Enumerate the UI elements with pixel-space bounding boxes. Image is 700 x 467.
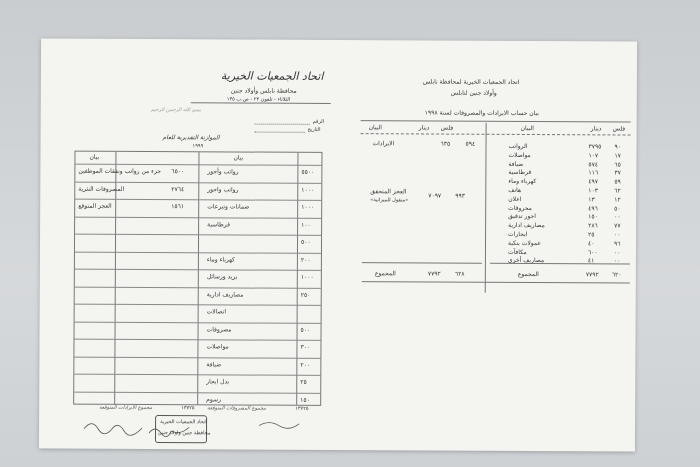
budget-table bbox=[73, 151, 322, 406]
budget-row-right-desc: رواتب وأجور bbox=[207, 168, 239, 176]
stmt-header-desc-r: البيان bbox=[520, 124, 534, 133]
expense-desc: مصاريف أخرى bbox=[507, 257, 545, 265]
budget-row-right-amount: ١٠٠ bbox=[301, 221, 311, 229]
budget-total-right-label: مجموع المصروفات المتوقعة bbox=[207, 405, 267, 412]
expense-fils: ٣٧ bbox=[614, 169, 621, 177]
ref-label: الرقم bbox=[312, 118, 325, 125]
budget-row-right-desc: رواتب واجور bbox=[207, 185, 239, 193]
budget-row-right-amount: ٢٥ bbox=[300, 378, 307, 386]
budget-row-left-amount: ١٥٦١ bbox=[171, 203, 185, 211]
budget-letterhead-title: اتحاد الجمعيات الخيرية bbox=[220, 69, 324, 83]
expense-fils: ١٧ bbox=[614, 152, 621, 160]
expense-desc: عمولات بنكية bbox=[507, 239, 541, 247]
budget-row-right-amount: ٥٠٠ bbox=[300, 326, 311, 334]
budget-row-right-amount: ٢٠٠ bbox=[300, 256, 311, 264]
expense-desc: الرواتب bbox=[508, 142, 528, 150]
expense-desc: اعلان bbox=[508, 195, 522, 203]
expense-dinar: ١١٦ bbox=[588, 169, 599, 177]
budget-col-divider-3 bbox=[296, 153, 298, 405]
budget-total-left-label: مجموع الايرادات المتوقعة bbox=[99, 404, 153, 412]
total-label-right: المجموع bbox=[517, 270, 539, 279]
deficit-dinar: ٧٠٩٧ bbox=[428, 192, 442, 200]
expense-fils: ٦٢ bbox=[614, 187, 621, 195]
stamp-title: اتحاد الجمعيات الخيرية bbox=[160, 419, 207, 426]
budget-row-right-desc: اتصالات bbox=[206, 308, 227, 316]
expense-desc: محروقات bbox=[508, 204, 532, 212]
statement-top-rule bbox=[361, 120, 631, 122]
budget-row-right-amount: ١٥٠ bbox=[300, 396, 310, 404]
expense-dinar: ٤٠ bbox=[587, 240, 595, 248]
expense-fils: ٧٧ bbox=[614, 222, 621, 230]
total-dinar-left: ٧٧٩٢ bbox=[427, 270, 441, 278]
budget-row-right-desc: بدل ايجار bbox=[206, 378, 230, 386]
statement-center-divider bbox=[485, 123, 487, 293]
budget-total-left: ١٣٧٢٥ bbox=[181, 405, 195, 412]
income-fils: ٥٩٤ bbox=[465, 140, 476, 148]
budget-row-left-amount: ٦٥٠٠ bbox=[171, 168, 185, 176]
expense-dinar: ٤٩٦ bbox=[588, 204, 598, 212]
expense-desc: مكافآت bbox=[507, 248, 527, 256]
expense-desc: هاتف bbox=[508, 186, 522, 194]
stmt-header-desc-l: البيان bbox=[368, 124, 382, 132]
budget-row-right-desc: كهرباء وماء bbox=[206, 255, 235, 263]
budget-row-right-desc: قرطاسية bbox=[207, 220, 230, 228]
deficit-note: «منقول للميزانية» bbox=[370, 197, 409, 204]
letterhead-rule bbox=[191, 102, 331, 104]
expense-desc: كهرباء وماء bbox=[508, 178, 537, 186]
budget-row-right-desc: بريد ورسائل bbox=[206, 273, 238, 281]
budget-letterhead-subtitle: محافظة نابلس وأولاد جنين bbox=[230, 87, 297, 95]
budget-row-right-amount: ٥٠٠ bbox=[300, 238, 311, 246]
budget-row-right-amount: ١٠٠٠ bbox=[301, 203, 315, 211]
date-line bbox=[255, 132, 305, 133]
expense-dinar: ٥٧٤ bbox=[588, 160, 599, 168]
budget-row-left-desc: جزء من رواتب ونفقات الموظفين bbox=[78, 167, 162, 176]
expense-dinar: ٦٠٠ bbox=[587, 248, 598, 256]
budget-row-left-amount: ٢٧٦٤ bbox=[171, 185, 185, 193]
stamp-text: محافظة جنين واولاد جنين bbox=[157, 430, 211, 437]
statement-line-2: وأولاد جنين لنابلس bbox=[450, 89, 497, 97]
ref-line bbox=[255, 124, 310, 125]
budget-row-right-desc: مصروفات bbox=[206, 325, 232, 333]
budget-row-right-amount: ٣٠٠ bbox=[300, 343, 311, 351]
stmt-header-dinar-r: دينار bbox=[590, 125, 602, 133]
budget-row-right-amount: ١٠٠٠ bbox=[301, 186, 315, 194]
official-stamp bbox=[155, 415, 211, 443]
budget-header-left: بيان bbox=[89, 153, 100, 161]
budget-row-right-desc: مصاريف ادارية bbox=[206, 290, 244, 299]
expense-fils: ٠٠ bbox=[613, 257, 621, 265]
statement-line-1: اتحاد الجمعيات الخيرية لمحافظة نابلس bbox=[422, 78, 520, 86]
income-label: الايرادات bbox=[372, 140, 395, 148]
expense-dinar: ٤٩٧ bbox=[588, 178, 599, 186]
budget-header-right: بيان bbox=[233, 154, 244, 162]
expense-dinar: ١٣ bbox=[588, 196, 595, 204]
budget-row-right-desc: رسوم bbox=[206, 395, 221, 403]
statement-bottom-rule bbox=[362, 281, 630, 283]
expense-fils: ٠٠ bbox=[614, 231, 621, 239]
stmt-header-dinar-l: دينار bbox=[418, 124, 430, 132]
income-dinar: ٦٣٥ bbox=[440, 140, 451, 148]
budget-row-right-amount: ٢٥٠ bbox=[300, 291, 311, 299]
statement-total-rule-l bbox=[362, 262, 482, 264]
expense-fils: ١٢ bbox=[614, 196, 621, 204]
expense-dinar: ١٠٧ bbox=[588, 152, 599, 160]
statement-header-rule bbox=[361, 133, 631, 135]
budget-row-right-amount: ٢٠٠ bbox=[300, 361, 311, 369]
budget-row-left-desc: المصروفات النثرية bbox=[78, 185, 125, 193]
budget-row-left-desc: العجز المتوقع bbox=[78, 202, 112, 210]
expense-fils: ٩٠ bbox=[614, 143, 621, 151]
budget-title: الموازنة التقديرية للعام bbox=[162, 134, 220, 142]
budget-year: ١٩٩٩ bbox=[192, 143, 204, 150]
statement-line-3: بيان حساب الايرادات والمصروفات لسنة ١٩٩٨ bbox=[424, 109, 539, 118]
expense-fils: ٠٠ bbox=[614, 213, 621, 221]
expense-desc: مصاريف ادارية bbox=[508, 222, 545, 230]
stmt-header-fils-r: فلس bbox=[612, 125, 626, 133]
expense-desc: ايجارات bbox=[508, 230, 528, 238]
expense-dinar: ٤١ bbox=[587, 257, 595, 265]
expense-dinar: ٢٨٦ bbox=[588, 222, 598, 230]
deficit-fils: ٩٩٣ bbox=[455, 192, 465, 200]
expense-desc: قرطاسية bbox=[508, 169, 532, 177]
expense-dinar: ١٠٣ bbox=[588, 187, 598, 195]
expense-dinar: ١٥٠ bbox=[588, 213, 598, 221]
expense-desc: مواصلات bbox=[508, 151, 531, 159]
document-sheet bbox=[39, 38, 637, 451]
expense-dinar: ٣٧٩٥ bbox=[588, 143, 602, 151]
expense-desc: ضيافة bbox=[508, 160, 524, 168]
expense-fils: ٩٦ bbox=[613, 240, 621, 248]
total-dinar-right: ٧٧٩٢ bbox=[585, 271, 599, 279]
expense-fils: ٥٩ bbox=[614, 178, 621, 186]
stmt-header-fils-l: فلس bbox=[440, 124, 454, 132]
total-label-left: المجموع bbox=[374, 270, 396, 278]
budget-row-right-desc: مواصلات bbox=[206, 343, 229, 351]
budget-total-right: ١٣٧٢٥ bbox=[295, 405, 309, 412]
deficit-label: العجز المتحقق bbox=[370, 188, 407, 196]
expense-dinar: ٢٥ bbox=[588, 231, 595, 239]
budget-row-right-desc: ضيافة bbox=[206, 360, 222, 368]
expense-fils: ٠٠ bbox=[613, 249, 621, 257]
budget-row-right-amount: ١٠٠٠ bbox=[300, 273, 314, 281]
basmala: بسم الله الرحمن الرحيم bbox=[150, 107, 201, 114]
expense-desc: اجور تدقيق bbox=[508, 213, 536, 221]
budget-row-right-amount: ٥٥٠٠ bbox=[301, 168, 315, 176]
date-label: التاريخ bbox=[307, 126, 321, 133]
expense-fils: ٥٠ bbox=[614, 205, 621, 213]
budget-col-divider-2 bbox=[197, 152, 199, 404]
budget-letterhead-address: الثلاثاء - تلفون ٢٣ - ص.ب ١٣٥ bbox=[226, 96, 291, 103]
total-fils-left: ٦٢٨ bbox=[454, 270, 465, 278]
expense-fils: ٦٥ bbox=[614, 161, 621, 169]
budget-row-right-desc: ضمانات وتبرعات bbox=[207, 203, 250, 211]
total-fils-right: ٦٢٠ bbox=[611, 271, 622, 279]
